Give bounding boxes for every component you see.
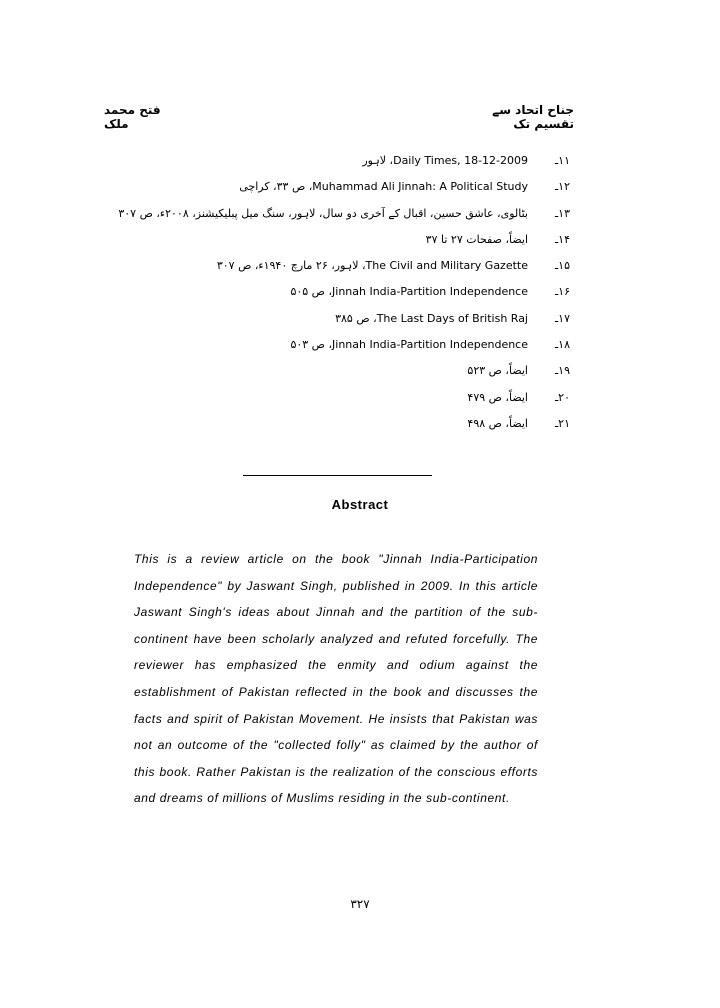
abstract-body: This is a review article on the book "Jinnah India-Participation Independence" by Jaswant Singh, published in 2009. In this article Jaswant Singh's ideas about Jinnah and the partition of the sub-continent have been scholarly analyzed and refuted forcefully. The reviewer has emphasized the enmity and odium against the establishment of Pakistan reflected in the book and discusses the facts and spirit of Pakistan Movement. He insists that Pakistan was not an outcome of the "collected folly" as claimed by the author of this book. Rather Pakistan is the realization of the conscious efforts and dreams of millions of Muslims residing in the sub-continent. xyxy=(134,552,538,806)
endnote-text: بٹالوی، عاشق حسین، اقبال کے آخری دو سال، لاہور، سنگ میل پبلیکیشنز، ۲۰۰۸ء، ص ۳۰۷ xyxy=(118,206,528,220)
endnote xyxy=(180,308,570,334)
endnote-text: Daily Times, 18-12-2009، لاہور xyxy=(362,154,528,167)
endnote-text: ایضاً، صفحات ۲۷ تا ۳۷ xyxy=(425,232,528,246)
page-number: ۳۲۷ xyxy=(350,897,370,911)
abstract-heading: Abstract xyxy=(331,497,389,512)
endnote xyxy=(180,176,570,202)
endnote-text: Muhammad Ali Jinnah: A Political Study، ص ۳۳، کراچی xyxy=(239,180,528,194)
endnote xyxy=(180,360,570,386)
endnote-number: ۱۷ـ xyxy=(554,311,570,325)
endnote-number: ۱۶ـ xyxy=(554,285,570,299)
endnote-number: ۱۹ـ xyxy=(554,364,570,378)
endnote-text: ایضاً، ص ۴۷۹ xyxy=(467,390,528,404)
endnote-number: ۱۸ـ xyxy=(554,338,570,352)
endnote xyxy=(118,203,570,229)
endnote xyxy=(180,334,570,360)
endnote-text: ایضاً، ص ۴۹۸ xyxy=(467,416,528,430)
endnote-number: ۱۱ـ xyxy=(554,154,570,167)
endnote xyxy=(180,413,570,439)
endnote-text: ایضاً، ص ۵۲۳ xyxy=(467,364,528,378)
endnote-text: Jinnah India-Partition Independence، ص ۵۰۳ xyxy=(290,338,528,352)
endnote-number: ۱۵ـ xyxy=(554,259,570,273)
endnote-text: The Civil and Military Gazette، لاہور، ۲۶ مارچ ۱۹۴۰ء، ص ۳۰۷ xyxy=(216,259,528,273)
endnote xyxy=(180,150,570,176)
running-header-author: فتح محمد ملک xyxy=(104,103,161,131)
endnote xyxy=(180,255,570,281)
endnote-text: The Last Days of British Raj، ص ۳۸۵ xyxy=(335,311,528,325)
running-header-title: جناح اتحاد سے تقسیم تک xyxy=(492,103,574,131)
section-divider xyxy=(243,475,432,476)
endnote xyxy=(180,229,570,255)
endnote-number: ۲۰ـ xyxy=(554,390,570,404)
endnote-number: ۱۴ـ xyxy=(554,232,570,246)
endnote-number: ۱۲ـ xyxy=(554,180,570,194)
endnote xyxy=(180,281,570,307)
endnotes-list xyxy=(118,150,570,439)
endnote xyxy=(180,387,570,413)
endnote-number: ۲۱ـ xyxy=(554,416,570,430)
endnote-number: ۱۳ـ xyxy=(554,206,570,220)
endnote-text: Jinnah India-Partition Independence، ص ۵۰۵ xyxy=(290,285,528,299)
